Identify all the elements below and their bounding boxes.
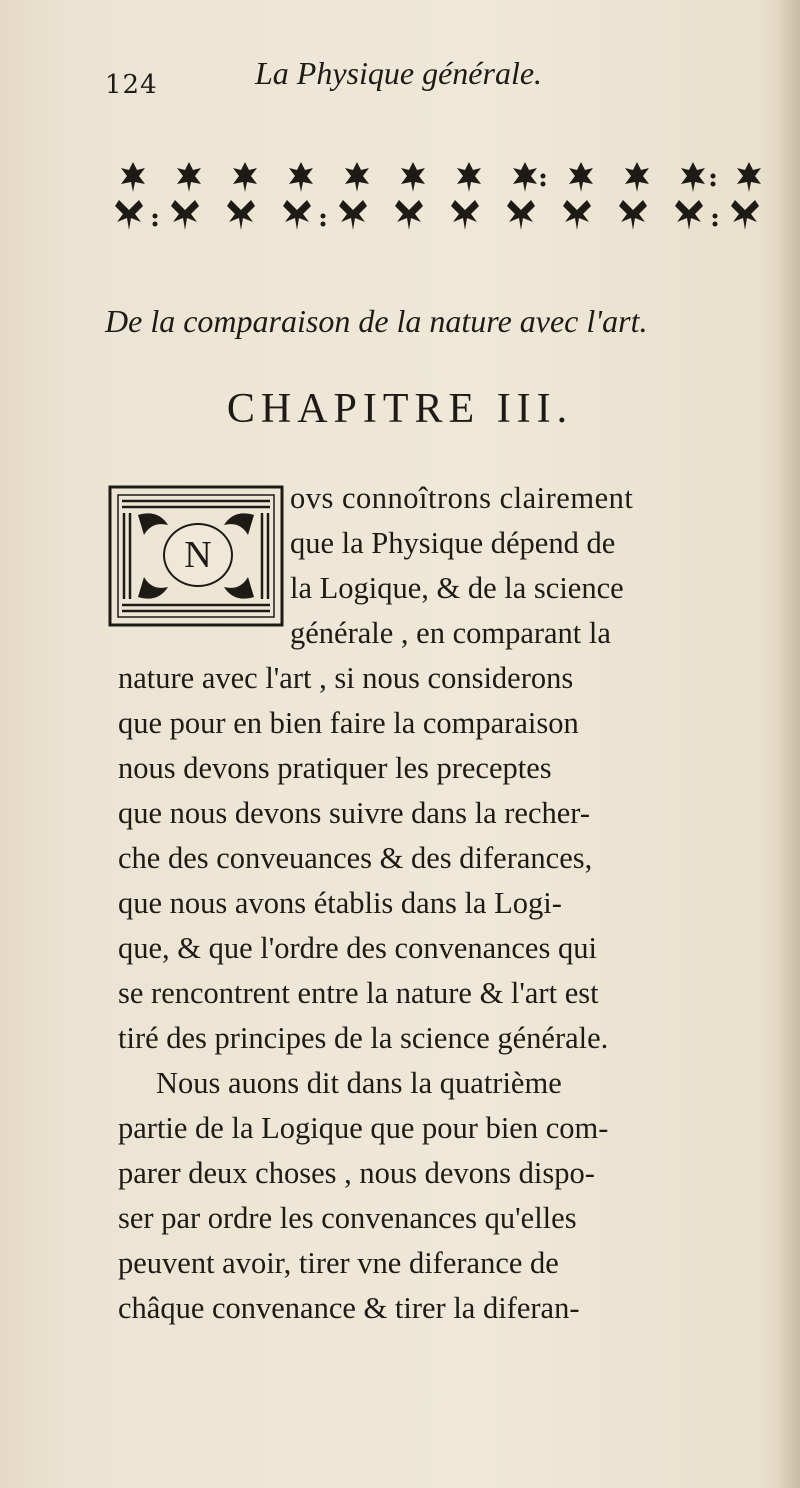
running-header: [105, 50, 665, 100]
chapter-title: CHAPITRE III.: [226, 386, 574, 432]
text-line: que, & que l'ordre des convenances qui: [118, 931, 597, 965]
text-line: châque convenance & tirer la diferan-: [118, 1291, 580, 1325]
text-line: che des conveuances & des diferances,: [118, 841, 593, 875]
fleuron-row-bottom: [115, 200, 759, 230]
text-line: que la Physique dépend de: [290, 526, 616, 560]
text-line: Nous auons dit dans la quatrième: [156, 1066, 562, 1100]
text-line: nature avec l'art , si nous considerons: [118, 661, 574, 695]
text-line: tiré des principes de la science générale.: [118, 1021, 609, 1055]
text-line: nous devons pratiquer les preceptes: [118, 751, 552, 785]
text-line: ser par ordre les convenances qu'elles: [118, 1201, 577, 1235]
fleuron-band-icon: [115, 158, 775, 238]
text-line: ovs connoîtrons clairement: [290, 481, 634, 515]
text-line: parer deux choses , nous devons dispo-: [118, 1156, 595, 1190]
running-title: La Physique générale.: [255, 55, 543, 91]
section-heading: De la comparaison de la nature avec l'art.: [105, 303, 648, 339]
text-line: la Logique, & de la science: [290, 571, 624, 605]
page-number: 124: [105, 70, 158, 100]
dropcap-letter: N: [163, 523, 233, 587]
text-line: se rencontrent entre la nature & l'art est: [118, 976, 599, 1010]
page-edge-shadow: [778, 0, 800, 1488]
text-line: que nous devons suivre dans la recher-: [118, 796, 590, 830]
text-line: que pour en bien faire la comparaison: [118, 706, 579, 740]
text-line: peuvent avoir, tirer vne diferance de: [118, 1246, 559, 1280]
fleuron-row-top: [121, 162, 761, 192]
text-line: partie de la Logique que pour bien com-: [118, 1111, 609, 1145]
text-line: générale , en comparant la: [290, 616, 611, 650]
ornamental-initial-frame-icon: [108, 485, 284, 627]
text-line: que nous avons établis dans la Logi-: [118, 886, 562, 920]
